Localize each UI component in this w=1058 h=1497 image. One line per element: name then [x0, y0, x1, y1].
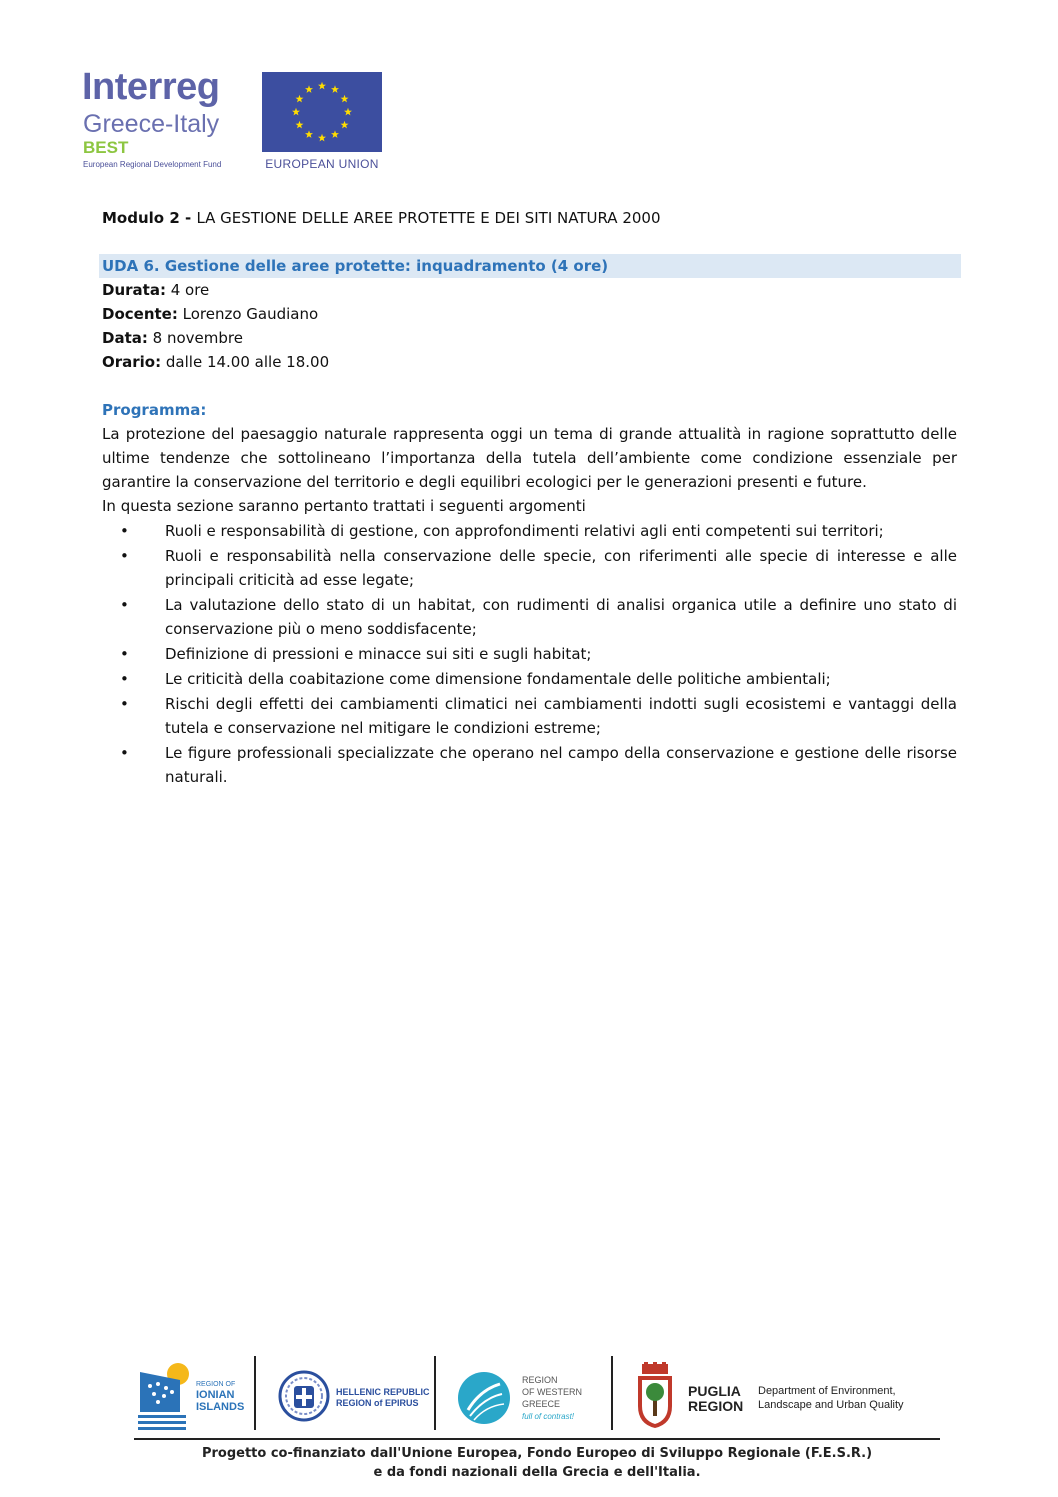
bullet-icon: • [120, 744, 129, 762]
ionian-line1: REGION OF [196, 1381, 236, 1388]
bullet-icon: • [120, 695, 129, 713]
list-item [120, 667, 957, 691]
wg-tagline: full of contrast! [522, 1412, 575, 1421]
eu-label: EUROPEAN UNION [265, 157, 379, 171]
footer-divider [611, 1356, 613, 1430]
info-label: Orario: [102, 353, 162, 371]
footer-rule [134, 1438, 940, 1440]
module-title [102, 206, 661, 230]
info-data [102, 326, 243, 350]
list-item-text: Definizione di pressioni e minacce sui siti e sugli habitat; [165, 645, 592, 663]
wg-line1: REGION [522, 1375, 558, 1385]
info-durata [102, 278, 209, 302]
greek-emblem-icon [278, 1370, 330, 1422]
western-greece-logo [456, 1370, 604, 1430]
intro-text: La protezione del paesaggio naturale rappresenta oggi un tema di grande attualità in ragione soprattutto delle ultime tendenze che sottolineano l’importanza della tutela dell’ambiente come condizione essenziale per garantire la conservazione del territorio e degli equilibri ecologici per le generazioni presenti e future. [102, 425, 957, 491]
info-label: Durata: [102, 281, 166, 299]
list-item-text: Rischi degli effetti dei cambiamenti climatici nei cambiamenti indotti sugli ecosistemi e vantaggi della tutela e conservazione nel mitigare le condizioni estreme; [165, 695, 957, 737]
list-item-text: La valutazione dello stato di un habitat, con rudimenti di analisi organica utile a definire uno stato di conservazione più o meno soddisfacente; [165, 596, 957, 638]
epirus-line2: REGION of EPIRUS [336, 1398, 419, 1408]
list-item [120, 593, 957, 641]
list-item [120, 741, 957, 789]
ionian-islands-emblem-icon [136, 1362, 190, 1430]
programma-heading: Programma: [102, 401, 207, 419]
epirus-line1: HELLENIC REPUBLIC [336, 1387, 430, 1397]
info-label: Data: [102, 329, 148, 347]
info-value: 8 novembre [152, 329, 243, 347]
list-item-text: Ruoli e responsabilità nella conservazione delle specie, con riferimenti alle specie di interesse e alle principali criticità ad esse legate; [165, 547, 957, 589]
info-value: dalle 14.00 alle 18.00 [165, 353, 330, 371]
info-docente [102, 302, 318, 326]
footer-divider [434, 1356, 436, 1430]
logo-title: Interreg [82, 66, 220, 108]
logo-program: BEST [83, 138, 129, 157]
intro-paragraph [102, 422, 957, 518]
info-value: Lorenzo Gaudiano [182, 305, 319, 323]
puglia-dept1: Department of Environment, [758, 1385, 896, 1397]
list-item-text: Ruoli e responsabilità di gestione, con approfondimenti relativi agli enti competenti sui territori; [165, 522, 884, 540]
info-orario [102, 350, 329, 374]
footer-note-line2: e da fondi nazionali della Grecia e dell'Italia. [373, 1465, 701, 1480]
footer-divider [254, 1356, 256, 1430]
module-prefix: Modulo 2 - [102, 209, 197, 227]
western-greece-emblem-icon [456, 1370, 512, 1426]
info-value: 4 ore [170, 281, 210, 299]
info-label: Docente: [102, 305, 178, 323]
bullet-icon: • [120, 645, 129, 663]
list-item-text: Le figure professionali specializzate che operano nel campo della conservazione e gestione delle risorse naturali. [165, 744, 957, 786]
logo-fund: European Regional Development Fund [83, 160, 222, 169]
uda-title: UDA 6. Gestione delle aree protette: inquadramento (4 ore) [102, 257, 609, 275]
interreg-logo [82, 66, 392, 178]
bullet-icon: • [120, 596, 129, 614]
list-item [120, 544, 957, 592]
puglia-region-logo [634, 1362, 934, 1432]
eu-flag-icon [262, 72, 382, 152]
list-item-text: Le criticità della coabitazione come dimensione fondamentale delle politiche ambientali; [165, 670, 831, 688]
puglia-coat-of-arms-icon [634, 1362, 676, 1430]
puglia-line1: PUGLIA [688, 1383, 741, 1399]
list-item [120, 642, 957, 666]
footer-note-line1: Progetto co-finanziato dall'Unione Europea, Fondo Europeo di Sviluppo Regionale (F.E.S.R.) [201, 1446, 873, 1461]
list-item [120, 692, 957, 740]
wg-line3: GREECE [522, 1399, 561, 1409]
ionian-line2: IONIAN [196, 1389, 235, 1401]
wg-line2: OF WESTERN [522, 1387, 582, 1397]
puglia-dept2: Landscape and Urban Quality [758, 1399, 904, 1411]
ionian-islands-logo [136, 1362, 248, 1432]
bullet-icon: • [120, 670, 129, 688]
epirus-logo [278, 1370, 428, 1426]
bullet-icon: • [120, 547, 129, 565]
puglia-line2: REGION [688, 1398, 744, 1414]
bullet-icon: • [120, 522, 129, 540]
list-item [120, 519, 957, 543]
module-name: LA GESTIONE DELLE AREE PROTETTE E DEI SITI NATURA 2000 [196, 209, 661, 227]
ionian-line3: ISLANDS [196, 1401, 245, 1413]
logo-subtitle: Greece-Italy [83, 110, 220, 138]
intro-lead: In questa sezione saranno pertanto trattati i seguenti argomenti [102, 497, 586, 515]
topic-list [120, 519, 957, 790]
